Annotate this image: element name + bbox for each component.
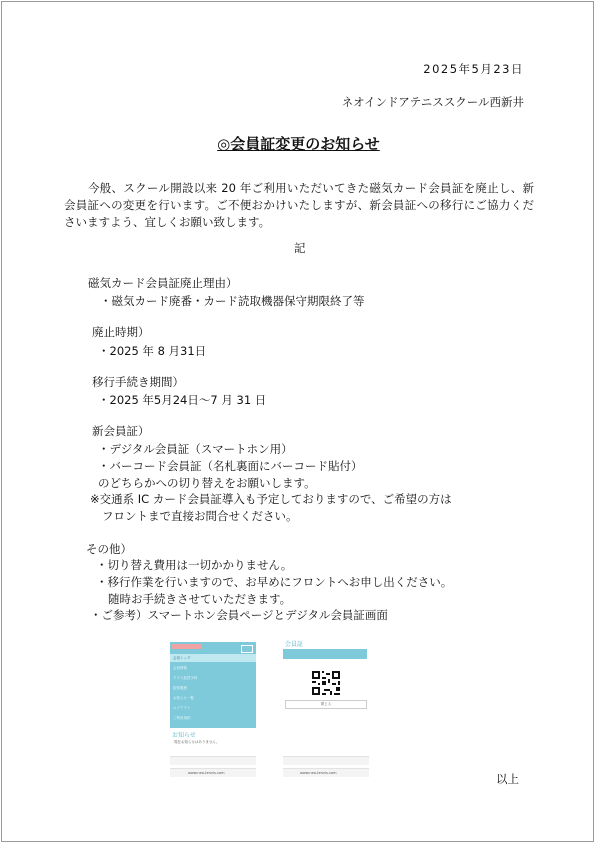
abolish-heading: 廃止時期）	[92, 325, 150, 339]
oshirase-label: お知らせ	[172, 732, 196, 739]
menu-icon	[241, 645, 253, 653]
organization-name: ネオインドアテニススクール西新井	[341, 95, 524, 109]
other-heading: その他）	[86, 542, 132, 556]
notice-title: ◎会員証変更のお知らせ	[217, 135, 380, 153]
new-card-item-barcode: ・バーコード会員証（名札裏面にバーコード貼付）	[98, 459, 363, 473]
document-page	[1, 1, 594, 842]
footer-bar	[283, 756, 369, 765]
menu-item: お知らせ一覧	[173, 696, 194, 700]
menu-item: ご利用規約	[173, 716, 191, 720]
new-card-heading: 新会員証）	[92, 424, 150, 438]
card-heading: 会員証	[285, 641, 304, 648]
new-card-instruction: のどちらかへの切り替えをお願いします。	[98, 476, 316, 490]
url-text: www.neo-tennis.com	[188, 771, 225, 775]
document-date: 2025年5月23日	[423, 62, 524, 76]
reason-item: ・磁気カード廃番・カード読取機器保守期限終了等	[100, 294, 365, 308]
other-item-fee: ・切り替え費用は一切かかりません。	[96, 558, 293, 572]
new-card-item-digital: ・デジタル会員証（スマートホン用）	[98, 442, 293, 456]
migration-item: ・2025 年5月24日～7 月 31 日	[98, 393, 267, 407]
card-band	[283, 649, 367, 659]
migration-heading: 移行手続き期間）	[92, 375, 184, 389]
abolish-item: ・2025 年 8 月31日	[98, 344, 207, 358]
member-page-screenshot	[170, 642, 256, 728]
logo	[172, 644, 202, 649]
menu-item: 振替履歴	[173, 686, 187, 690]
menu-item: ログアウト	[173, 706, 191, 710]
footer-bar	[170, 756, 256, 765]
ic-card-note-contact: フロントまで直接お問合せください。	[102, 509, 298, 523]
menu-item: クラス振替予約	[173, 676, 198, 680]
close-button: 閉じる	[285, 700, 367, 709]
qr-code-icon	[310, 669, 342, 697]
notice-text: 現在お知らせはありません。	[174, 740, 220, 744]
reason-heading: 磁気カード会員証廃止理由）	[88, 276, 238, 290]
closing-ijo: 以上	[496, 772, 519, 786]
menu-item: 会員トップ	[173, 656, 191, 660]
other-item-anytime: 随時お手続きさせていただきます。	[108, 592, 292, 606]
other-item-early: ・移行作業を行いますので、お早めにフロントへお申し出ください。	[96, 575, 453, 589]
url-text: www.neo-tennis.com	[300, 771, 337, 775]
other-item-reference: ・ご参考）スマートホン会員ページとデジタル会員証画面	[90, 608, 388, 622]
ki-marker: 記	[294, 241, 306, 255]
ic-card-note: ※交通系 IC カード会員証導入も予定しておりますので、ご希望の方は	[90, 492, 452, 506]
menu-item: 会員情報	[173, 666, 187, 670]
intro-paragraph: 今般、スクール開設以来 20 年ご利用いただいてきた磁気カード会員証を廃止し、新会員証への変更を行います。ご不便おかけいたしますが、新会員証への移行にご協力くださいますよう、宜しくお願い致します。	[64, 181, 534, 229]
